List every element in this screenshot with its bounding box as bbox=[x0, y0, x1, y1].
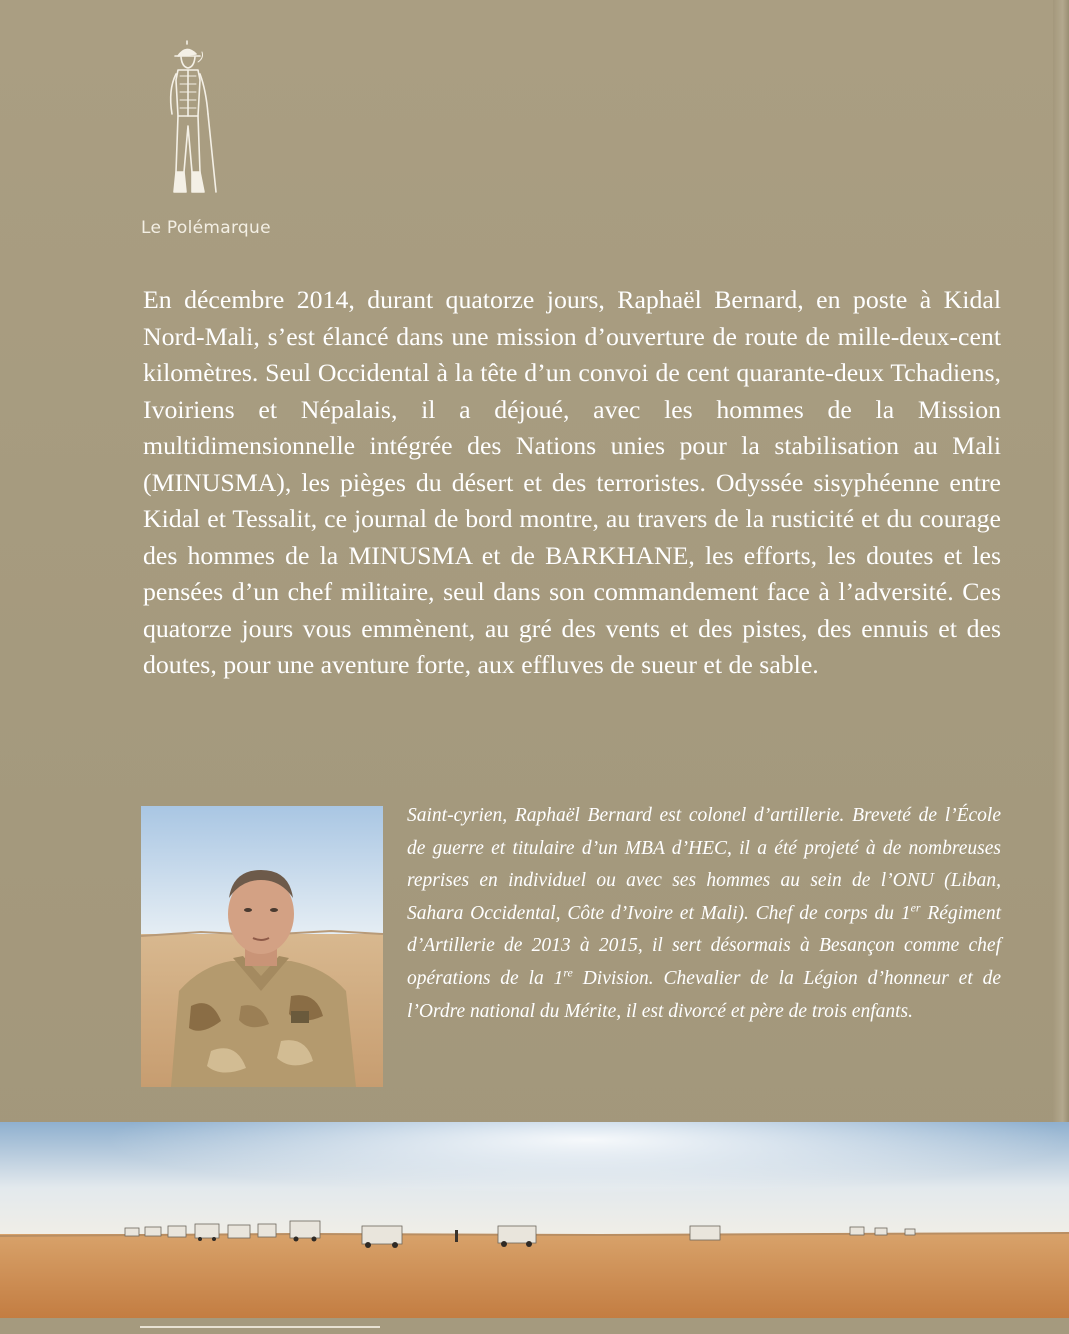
divider bbox=[140, 1326, 380, 1328]
author-bio: Saint-cyrien, Raphaël Bernard est colonel d’artillerie. Breveté de l’École de guerre et titulaire d’un MBA d’HEC, il a été projeté à de nombreuses reprises en individuel ou avec ses hommes au sein de l’ONU (Liban, Sahara Occidental, Côte d’Ivoire et Mali). Chef de corps du 1er Régiment d’Artillerie de 2013 à 2015, il sert désormais à Besançon comme chef opérations de la 1re Division. Chevalier de la Légion d’honneur et de l’Ordre national du Mérite, il est divorcé et père de trois enfants. bbox=[407, 805, 1001, 1022]
soldier-figure-icon bbox=[160, 40, 240, 205]
book-blurb: En décembre 2014, durant quatorze jours, Raphaël Bernard, en poste à Kidal Nord-Mali, s’est élancé dans une mission d’ouverture de route de mille-deux-cent kilomètres. Seul Occidental à la tête d’un convoi de cent quarante-deux Tchadiens, Ivoiriens et Népalais, il a déjoué, avec les hommes de la Mission multidimensionnelle intégrée des Nations unies pour la stabilisation au Mali (MINUSMA), les pièges du désert et des terroristes. Odyssée sisyphéenne entre Kidal et Tessalit, ce journal de bord montre, au travers de la rusticité et du courage des hommes de la MINUSMA et de BARKHANE, les efforts, les doutes et les pensées d’un chef militaire, seul dans son commandement face à l’adversité. Ces quatorze jours vous emmènent, au gré des vents et des pistes, des ennuis et des doutes, pour une aventure forte, aux effluves de sueur et de sable. bbox=[143, 285, 1001, 679]
author-photo bbox=[141, 806, 383, 1087]
desert-convoy-panorama bbox=[0, 1122, 1069, 1318]
publisher-name: Le Polémarque bbox=[141, 218, 271, 238]
bottom-strip bbox=[0, 1318, 1069, 1334]
